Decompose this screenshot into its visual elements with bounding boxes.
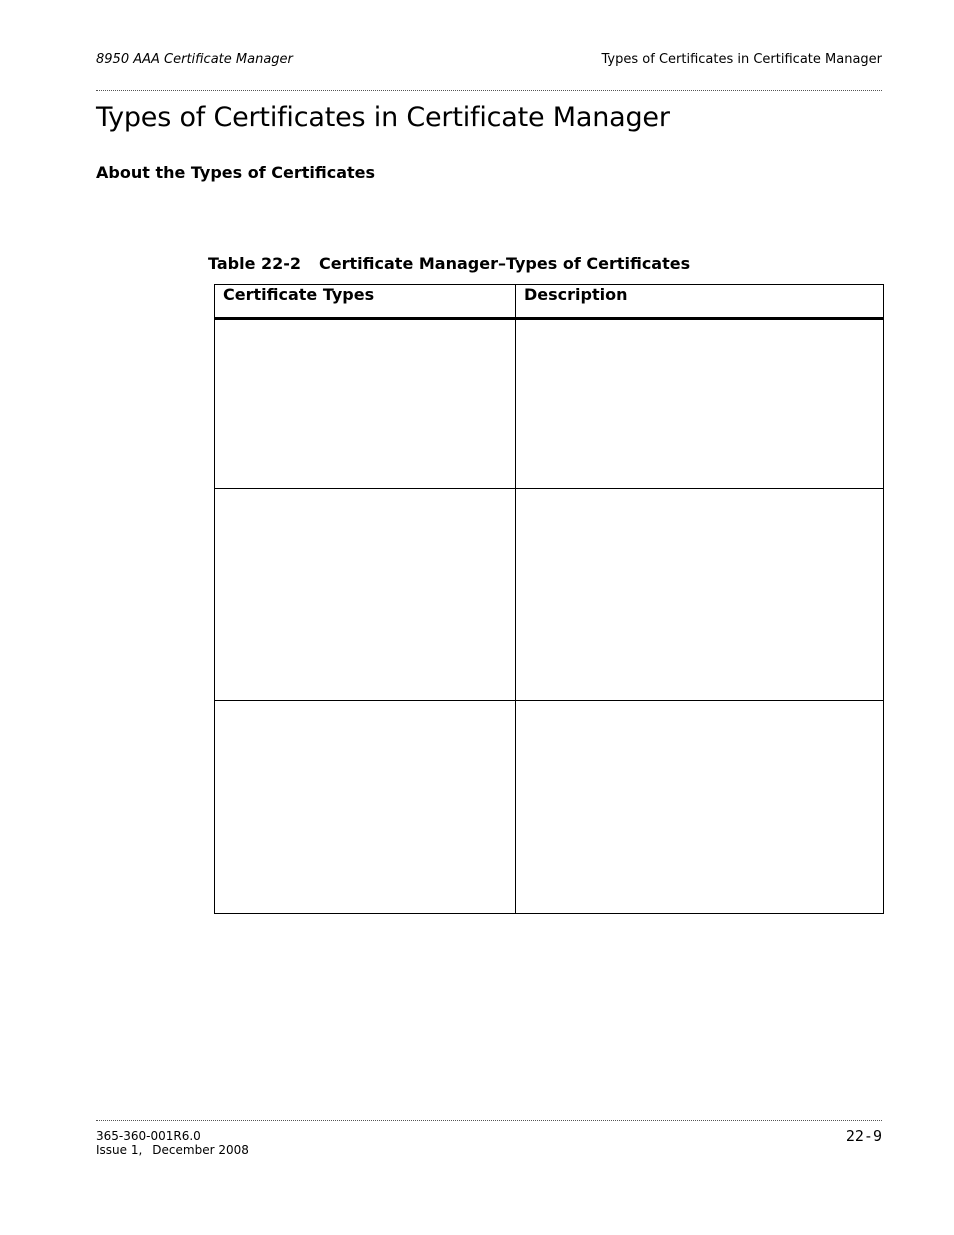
footer-doc-number: 365-360-001R6.0	[96, 1129, 201, 1143]
description-cell	[516, 489, 884, 701]
certificate-type-cell	[215, 701, 516, 914]
certificate-type-cell	[215, 489, 516, 701]
column-header-description: Description	[516, 285, 884, 319]
certificate-type-cell	[215, 319, 516, 489]
footer-issue-number: Issue 1,	[96, 1143, 143, 1157]
column-header-certificate-types: Certificate Types	[215, 285, 516, 319]
table-caption-number: Table 22-2	[208, 254, 302, 273]
footer-issue	[96, 1143, 249, 1157]
table-row	[215, 319, 884, 489]
running-header-right: Types of Certificates in Certificate Manager	[601, 52, 882, 67]
table-caption	[208, 254, 690, 273]
page-number: 22-9	[845, 1127, 882, 1145]
table-row	[215, 489, 884, 701]
page-title: Types of Certificates in Certificate Manager	[96, 102, 670, 133]
description-cell	[516, 319, 884, 489]
certificate-types-table	[214, 284, 884, 914]
running-header-left: 8950 AAA Certificate Manager	[96, 52, 293, 67]
table-caption-title: Certificate Manager–Types of Certificates	[319, 254, 691, 273]
table-row	[215, 701, 884, 914]
footer-divider	[96, 1120, 882, 1121]
header-divider	[96, 90, 882, 91]
section-heading: About the Types of Certificates	[96, 163, 376, 182]
footer-date: December 2008	[152, 1143, 249, 1157]
description-cell	[516, 701, 884, 914]
table-header-row	[215, 285, 884, 319]
